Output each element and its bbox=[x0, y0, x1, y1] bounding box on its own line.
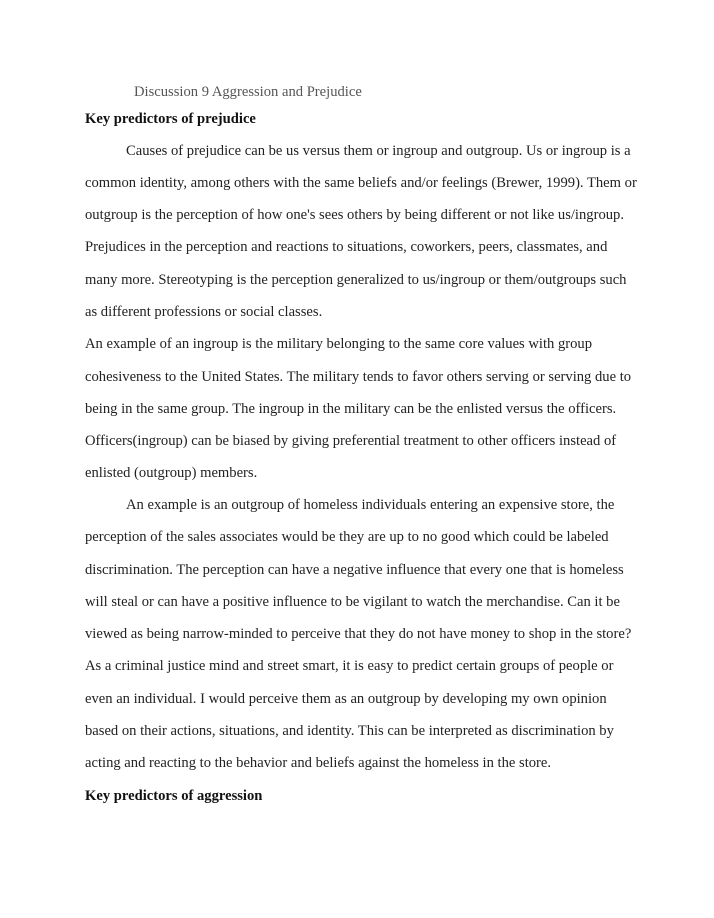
paragraph-line: As a criminal justice mind and street smart, it is easy to predict certain groups of people or bbox=[85, 658, 614, 674]
paragraph-line: will steal or can have a positive influence to be vigilant to watch the merchandise. Can it be bbox=[85, 594, 620, 610]
heading-prejudice: Key predictors of prejudice bbox=[85, 111, 256, 127]
paragraph-line: as different professions or social classes. bbox=[85, 304, 323, 320]
document-title: Discussion 9 Aggression and Prejudice bbox=[134, 84, 362, 100]
paragraph-line: cohesiveness to the United States. The military tends to favor others serving or serving due to bbox=[85, 369, 632, 385]
paragraph-line: Prejudices in the perception and reactions to situations, coworkers, peers, classmates, and bbox=[85, 239, 608, 255]
paragraph-line: enlisted (outgroup) members. bbox=[85, 465, 258, 481]
paragraph-line: even an individual. I would perceive them as an outgroup by developing my own opinion bbox=[85, 691, 607, 707]
paragraph-line: An example is an outgroup of homeless individuals entering an expensive store, the bbox=[126, 497, 615, 513]
paragraph-line: outgroup is the perception of how one's sees others by being different or not like us/ingroup. bbox=[85, 207, 624, 223]
paragraph-line: discrimination. The perception can have a negative influence that every one that is homeless bbox=[85, 562, 624, 578]
paragraph-line: being in the same group. The ingroup in the military can be the enlisted versus the officers. bbox=[85, 401, 617, 417]
paragraph-line: perception of the sales associates would be they are up to no good which could be labeled bbox=[85, 529, 609, 545]
heading-aggression: Key predictors of aggression bbox=[85, 788, 263, 804]
paragraph-line: Causes of prejudice can be us versus them or ingroup and outgroup. Us or ingroup is a bbox=[126, 143, 631, 159]
paragraph-line: based on their actions, situations, and identity. This can be interpreted as discrimination by bbox=[85, 723, 614, 739]
paragraph-line: common identity, among others with the same beliefs and/or feelings (Brewer, 1999). Them or bbox=[85, 175, 637, 191]
paragraph-line: many more. Stereotyping is the perception generalized to us/ingroup or them/outgroups such bbox=[85, 272, 627, 288]
paragraph-line: viewed as being narrow-minded to perceive that they do not have money to shop in the store? bbox=[85, 626, 632, 642]
paragraph-line: acting and reacting to the behavior and beliefs against the homeless in the store. bbox=[85, 755, 552, 771]
paragraph-line: An example of an ingroup is the military belonging to the same core values with group bbox=[85, 336, 593, 352]
paragraph-line: Officers(ingroup) can be biased by giving preferential treatment to other officers instead of bbox=[85, 433, 617, 449]
